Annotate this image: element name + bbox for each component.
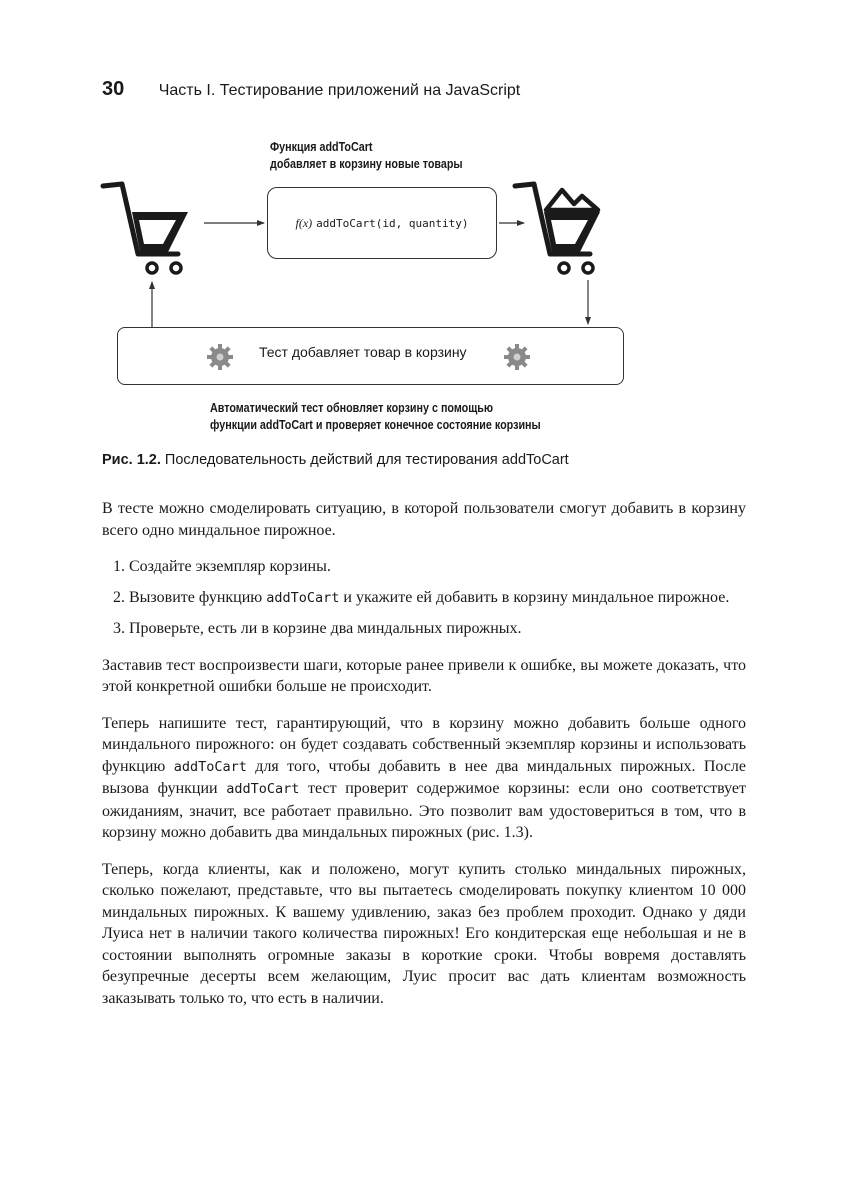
list-item: 1. Создайте экземпляр корзины. <box>129 556 746 578</box>
paragraph: Теперь, когда клиенты, как и положено, могут купить столько миндальных пирожных, сколько пожелают, представьте, что вы пытаетесь смоделировать покупку клиентом 10 000 миндальных пирожных. К вашему удивлению, заказ без проблем проходит. Однако у дяди Луиса нет в наличии такого количества пирожных! Его кондитерская еще небольшая и не в состоянии выполнять огромные заказы в короткие сроки. Чтобы вовремя доставлять безупречные десерты всем желающим, Луис просит вас дать клиентам возможность заказывать только то, что есть в наличии. <box>102 860 746 1007</box>
caption-label: Рис. 1.2. <box>102 452 161 468</box>
inline-code: addToCart <box>226 781 300 797</box>
paragraph: Заставив тест воспроизвести шаги, которые ранее привели к ошибке, вы можете доказать, что этой конкретной ошибки больше не происходит. <box>102 656 746 695</box>
figure-top-label: Функция addToCart добавляет в корзину новые товары <box>270 140 463 171</box>
figure-caption <box>102 452 569 468</box>
function-call: addToCart(id, quantity) <box>316 216 469 230</box>
figure-bottom-label: Автоматический тест обновляет корзину с помощью функции addToCart и проверяет конечное состояние корзины <box>210 401 541 432</box>
paragraph: В тесте можно смоделировать ситуацию, в которой пользователи смогут добавить в корзину всего одно миндальное пирожное. <box>102 500 746 539</box>
fx-symbol: f(x) <box>295 215 313 230</box>
page-header <box>102 78 520 101</box>
page-number: 30 <box>102 78 125 100</box>
figure-diagram <box>0 130 849 450</box>
list-item: 2. Вызовите функцию addToCart и укажите ей добавить в корзину миндальное пирожное. <box>129 587 746 610</box>
list-item: 3. Проверьте, есть ли в корзине два миндальных пирожных. <box>129 618 746 640</box>
running-title: Часть I. Тестирование приложений на JavaScript <box>158 82 521 99</box>
test-text: Тест добавляет товар в корзину <box>259 344 467 360</box>
inline-code: addToCart <box>173 758 247 775</box>
caption-text: Последовательность действий для тестирования addToCart <box>160 452 569 468</box>
steps-list <box>102 556 746 640</box>
paragraph: Теперь напишите тест, гарантирующий, что в корзину можно добавить больше одного миндального пирожного: он будет создавать собственный экземпляр корзины и использовать функцию addToCart для того, чтобы добавить в нее два миндальных пирожных. После вызова функции addToCart тест проверит содержимое корзины: если оно соответствует ожиданиям, значит, все работает правильно. Это позволит вам удостовериться в том, что в корзину можно добавить два миндальных пирожных (рис. 1.3). <box>102 714 747 841</box>
inline-code: addToCart <box>266 589 340 606</box>
body-text <box>102 498 746 1024</box>
